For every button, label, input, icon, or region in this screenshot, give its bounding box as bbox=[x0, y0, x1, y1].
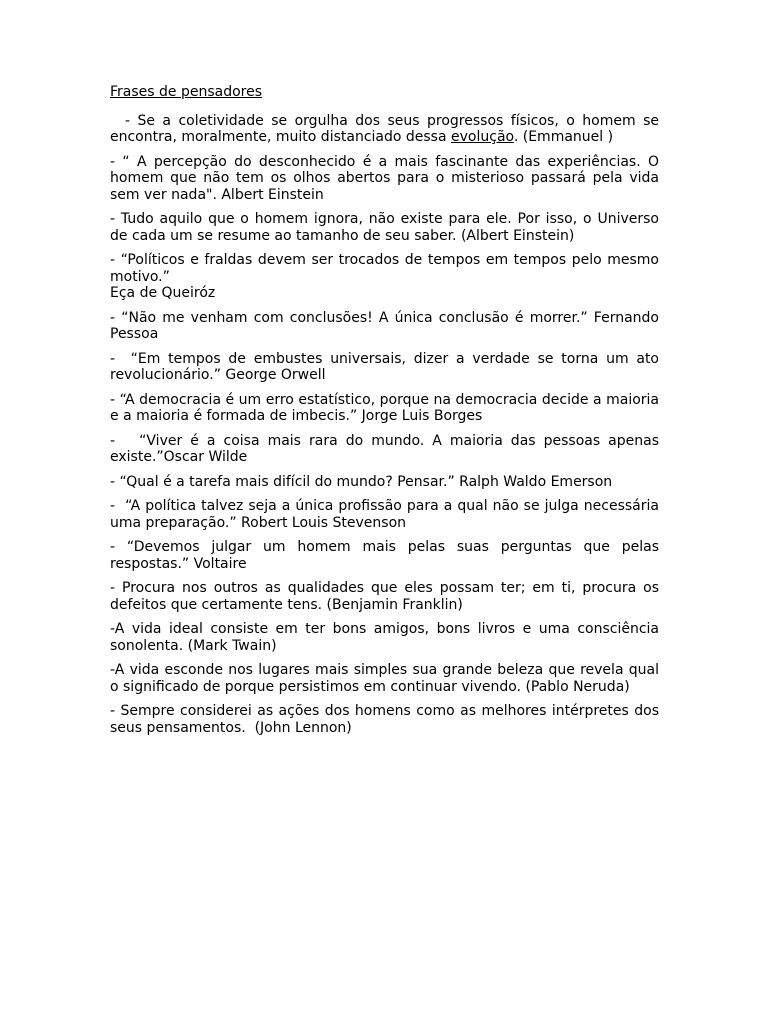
quote-john-lennon: - Sempre considerei as ações dos homens como as melhores intérpretes dos seus pensamentos. (John Lennon) bbox=[110, 703, 659, 736]
quote-emmanuel bbox=[110, 113, 659, 146]
underlined-word: evolução bbox=[451, 129, 514, 145]
quote-voltaire: - “Devemos julgar um homem mais pelas suas perguntas que pelas respostas.” Voltaire bbox=[110, 539, 659, 572]
quote-pablo-neruda: -A vida esconde nos lugares mais simples sua grande beleza que revela qual o significado de porque persistimos em continuar vivendo. (Pablo Neruda) bbox=[110, 662, 659, 695]
document-title: Frases de pensadores bbox=[110, 84, 263, 100]
document-page bbox=[110, 84, 659, 744]
quote-eca-de-queiroz bbox=[110, 252, 659, 302]
quote-fernando-pessoa: - “Não me venham com conclusões! A única conclusão é morrer.” Fernando Pessoa bbox=[110, 309, 659, 342]
quote-george-orwell: - “Em tempos de embustes universais, dizer a verdade se torna um ato revolucionário.” George Orwell bbox=[110, 350, 659, 383]
quote-text: . (Emmanuel ) bbox=[513, 129, 614, 145]
quote-text: - “Políticos e fraldas devem ser trocados de tempos em tempos pelo mesmo motivo.” bbox=[110, 252, 659, 285]
quote-oscar-wilde: - “Viver é a coisa mais rara do mundo. A maioria das pessoas apenas existe.”Oscar Wilde bbox=[110, 432, 659, 465]
quote-robert-louis-stevenson: - “A política talvez seja a única profissão para a qual não se julga necessária uma preparação.” Robert Louis Stevenson bbox=[110, 498, 659, 531]
quote-jorge-luis-borges: - “A democracia é um erro estatístico, porque na democracia decide a maioria e a maioria é formada de imbecis.” Jorge Luis Borges bbox=[110, 391, 659, 424]
quote-author: Eça de Queiróz bbox=[110, 285, 216, 301]
quote-ralph-waldo-emerson: - “Qual é a tarefa mais difícil do mundo? Pensar.” Ralph Waldo Emerson bbox=[110, 473, 613, 490]
quote-einstein-2: - Tudo aquilo que o homem ignora, não existe para ele. Por isso, o Universo de cada um se resume ao tamanho de seu saber. (Albert Einstein) bbox=[110, 211, 659, 244]
quote-benjamin-franklin: - Procura nos outros as qualidades que eles possam ter; em ti, procura os defeitos que certamente tens. (Benjamin Franklin) bbox=[110, 580, 659, 613]
quote-mark-twain: -A vida ideal consiste em ter bons amigos, bons livros e uma consciência sonolenta. (Mark Twain) bbox=[110, 621, 659, 654]
quote-einstein-1: - “ A percepção do desconhecido é a mais fascinante das experiências. O homem que não tem os olhos abertos para o misterioso passará pela vida sem ver nada". Albert Einstein bbox=[110, 153, 659, 203]
quote-text: - Se a coletividade se orgulha dos seus progressos físicos, o homem se encontra, moralmente, muito distanciado dessa bbox=[110, 112, 659, 145]
